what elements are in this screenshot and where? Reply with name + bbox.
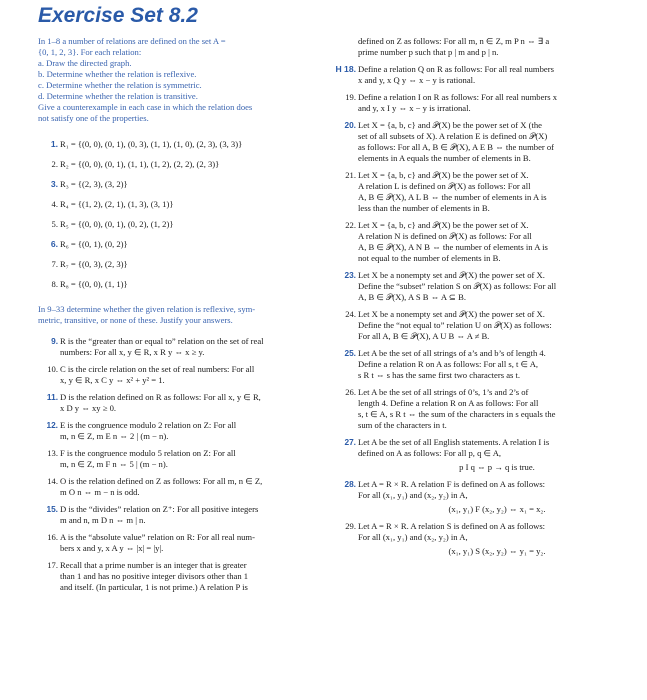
problem-line: For all A, B ∈ 𝒫(X), A U B ⇔ A ≠ B. [358,331,490,341]
relation-text: R₆ = {(0, 1), (0, 2)} [60,239,128,249]
problem-number: 19. [345,92,356,102]
relation-text: R₁ = {(0, 0), (0, 1), (0, 3), (1, 1), (1, 0), (2, 3), (3, 3)} [60,139,243,149]
problem-number: 8. [51,279,58,289]
problem-line: Let X = {a, b, c} and 𝒫(X) be the power set of X. [358,220,529,230]
problem-line: O is the relation defined on Z as follows: For all m, n ∈ Z, [60,476,263,486]
problem-item [38,476,322,498]
problem-line: Define the “subset” relation S on 𝒫(X) as follows: For all [358,281,557,291]
problem-number: 23. [344,270,356,280]
problem-formula: p I q ⇔ p → q is true. [459,462,535,472]
intro-line: metric, transitive, or none of these. Justify your answers. [38,315,233,325]
relation-item [38,239,322,250]
relation-text: R₇ = {(0, 3), (2, 3)} [60,259,128,269]
problem-line: For all (x₁, y₁) and (x₂, y₂) in A, [358,490,468,500]
problem-line: A relation N is defined on 𝒫(X) as follows: For all [358,231,532,241]
relation-text: R₅ = {(0, 0), (0, 1), (0, 2), (1, 2)} [60,219,174,229]
problem-number: 3. [50,179,58,189]
problem-item [336,220,636,264]
problem-line: Define the “not equal to” relation U on 𝒫(X) as follows: [358,320,552,330]
intro-line: c. Determine whether the relation is symmetric. [38,80,202,90]
problem-line: Let A = R × R. A relation S is defined on A as follows: [358,521,546,531]
problem-item [336,479,636,515]
problem-number: 27. [344,437,356,447]
problem-line: x, y ∈ R, x C y ⇔ x² + y² = 1. [60,375,165,385]
problem-item [336,120,636,164]
problem-line: as follows: For all A, B ∈ 𝒫(X), A E B ⇔ the number of [358,142,555,152]
problem-number: 22. [345,220,356,230]
problem-line: prime number p such that p | m and p | n. [358,47,499,57]
problem-number: 12. [46,420,58,430]
problem-item [336,170,636,214]
problem-line: numbers: For all x, y ∈ R, x R y ⇔ x ≥ y. [60,347,205,357]
problem-number: 10. [47,364,58,374]
intro-line: {0, 1, 2, 3}. For each relation: [38,47,142,57]
problem-number: H 18. [335,64,356,74]
problem-item [336,92,636,114]
problem-line: m, n ∈ Z, m F n ⇔ 5 | (m − n). [60,459,168,469]
problem-line: and itself. (In particular, 1 is not prime.) A relation P is [60,582,248,592]
problem-number: 13. [47,448,58,458]
problem-line: than 1 and has no positive integer divisors other than 1 [60,571,249,581]
relation-item [38,279,322,290]
intro-line: d. Determine whether the relation is transitive. [38,91,198,101]
problem-line: For all (x₁, y₁) and (x₂, y₂) in A, [358,532,468,542]
problem-item [336,521,636,557]
intro-line: In 9–33 determine whether the given relation is reflexive, sym- [38,304,256,314]
problem-line: A is the “absolute value” relation on R: For all real num- [60,532,255,542]
problem-item [38,448,322,470]
problem-formula: (x₁, y₁) F (x₂, y₂) ⇔ x₁ = x₂. [448,504,546,514]
right-column [336,36,636,557]
problem-line: m, n ∈ Z, m E n ⇔ 2 | (m − n). [60,431,169,441]
problem-number: 21. [345,170,356,180]
problem-item [38,420,322,442]
problem-number: 1. [50,139,58,149]
relation-text: R₂ = {(0, 0), (0, 1), (1, 1), (1, 2), (2, 2), (2, 3)} [60,159,220,169]
problem-formula: (x₁, y₁) S (x₂, y₂) ⇔ y₁ = y₂. [448,546,546,556]
problem-line: Let X be a nonempty set and 𝒫(X) the power set of X. [358,309,545,319]
problem-line: defined on A as follows: For all p, q ∈ A, [358,448,502,458]
problem-number: 26. [345,387,356,397]
problem-item [336,64,636,86]
problem-item [336,437,636,473]
right-problems [336,36,636,557]
problem-line: D is the relation defined on R as follows: For all x, y ∈ R, [60,392,261,402]
problem-item [336,309,636,342]
relation-text: R₈ = {(0, 0), (1, 1)} [60,279,128,289]
problem-number: 24. [345,309,356,319]
problem-line: set of all subsets of X). A relation E is defined on 𝒫(X) [358,131,548,141]
intro-line: In 1–8 a number of relations are defined on the set A = [38,36,226,46]
problem-line: Define a relation Q on R as follows: For all real numbers [358,64,554,74]
problem-number: 17. [47,560,58,570]
intro-line: not satisfy one of the properties. [38,113,149,123]
problem-item [336,270,636,303]
relation-text: R₃ = {(2, 3), (3, 2)} [60,179,128,189]
problem-item [38,336,322,358]
problem-line: not equal to the number of elements in B. [358,253,501,263]
problem-number: 25. [344,348,356,358]
problem-item [336,387,636,431]
problem-item [336,36,636,58]
problem-number: 29. [345,521,356,531]
problem-line: x D y ⇔ xy ≥ 0. [60,403,117,413]
problem-line: R is the “greater than or equal to” relation on the set of real [60,336,264,346]
problem-line: A, B ∈ 𝒫(X), A S B ⇔ A ⊆ B. [358,292,467,302]
problem-line: C is the circle relation on the set of real numbers: For all [60,364,255,374]
relation-item [38,259,322,270]
relation-item [38,219,322,230]
problem-line: sum of the characters in t. [358,420,447,430]
problem-line: Recall that a prime number is an integer that is greater [60,560,247,570]
problem-line: s R t ⇔ s has the same first two characters as t. [358,370,521,380]
problem-line: Let X = {a, b, c} and 𝒫(X) be the power set of X (the [358,120,542,130]
problem-line: Define a relation R on A as follows: For all s, t ∈ A, [358,359,539,369]
problem-line: defined on Z as follows: For all m, n ∈ Z, m P n ⇔ ∃ a [358,36,550,46]
problem-item [38,392,322,414]
problem-line: Let A = R × R. A relation F is defined on A as follows: [358,479,546,489]
problem-line: Let X be a nonempty set and 𝒫(X) the power set of X. [358,270,545,280]
problem-line: m O n ⇔ m − n is odd. [60,487,140,497]
problem-line: Define a relation I on R as follows: For all real numbers x [358,92,558,102]
intro-1-8 [38,36,322,124]
problem-number: 7. [51,259,58,269]
intro-line: b. Determine whether the relation is reflexive. [38,69,197,79]
problem-number: 14. [47,476,58,486]
problem-number: 15. [46,504,58,514]
problem-line: Let A be the set of all strings of a’s and b’s of length 4. [358,348,546,358]
intro-9-33 [38,304,322,326]
problem-number: 4. [51,199,58,209]
problem-item [336,348,636,381]
problem-number: 16. [47,532,58,542]
relations-list [38,139,322,290]
intro-line: Give a counterexample in each case in which the relation does [38,102,253,112]
left-column [38,36,322,593]
problem-line: A, B ∈ 𝒫(X), A L B ⇔ the number of elements in A is [358,192,547,202]
problem-line: A relation L is defined on 𝒫(X) as follows: For all [358,181,531,191]
problem-number: 6. [50,239,58,249]
relation-text: R₄ = {(1, 2), (2, 1), (1, 3), (3, 1)} [60,199,174,209]
problem-line: D is the “divides” relation on Z⁺: For all positive integers [60,504,259,514]
problem-line: x and y, x Q y ⇔ x − y is rational. [358,75,476,85]
problem-line: Let X = {a, b, c} and 𝒫(X) be the power set of X. [358,170,529,180]
problem-item [38,364,322,386]
problem-line: F is the congruence modulo 5 relation on Z: For all [60,448,236,458]
problem-number: 2. [51,159,58,169]
problem-line: E is the congruence modulo 2 relation on Z: For all [60,420,237,430]
left-problems [38,336,322,593]
relation-item [38,199,322,210]
problem-line: and y, x I y ⇔ x − y is irrational. [358,103,471,113]
problem-number: 9. [51,336,58,346]
problem-line: s, t ∈ A, s R t ⇔ the sum of the characters in s equals the [358,409,556,419]
intro-line: a. Draw the directed graph. [38,58,132,68]
problem-item [38,504,322,526]
problem-number: 11. [46,392,58,402]
problem-line: m and n, m D n ⇔ m | n. [60,515,146,525]
problem-line: A, B ∈ 𝒫(X), A N B ⇔ the number of elements in A is [358,242,548,252]
problem-line: Let A be the set of all strings of 0’s, 1’s and 2’s of [358,387,529,397]
problem-line: bers x and y, x A y ⇔ |x| = |y|. [60,543,164,553]
relation-item [38,139,322,150]
relation-item [38,179,322,190]
problem-line: length 4. Define a relation R on A as follows: For all [358,398,539,408]
problem-line: elements in A equals the number of elements in B. [358,153,531,163]
problem-item [38,532,322,554]
problem-number: 20. [344,120,356,130]
page-title: Exercise Set 8.2 [38,4,198,27]
relation-item [38,159,322,170]
problem-line: Let A be the set of all English statements. A relation I is [358,437,550,447]
problem-number: 28. [344,479,356,489]
problem-number: 5. [51,219,58,229]
problem-item [38,560,322,593]
problem-line: less than the number of elements in B. [358,203,490,213]
